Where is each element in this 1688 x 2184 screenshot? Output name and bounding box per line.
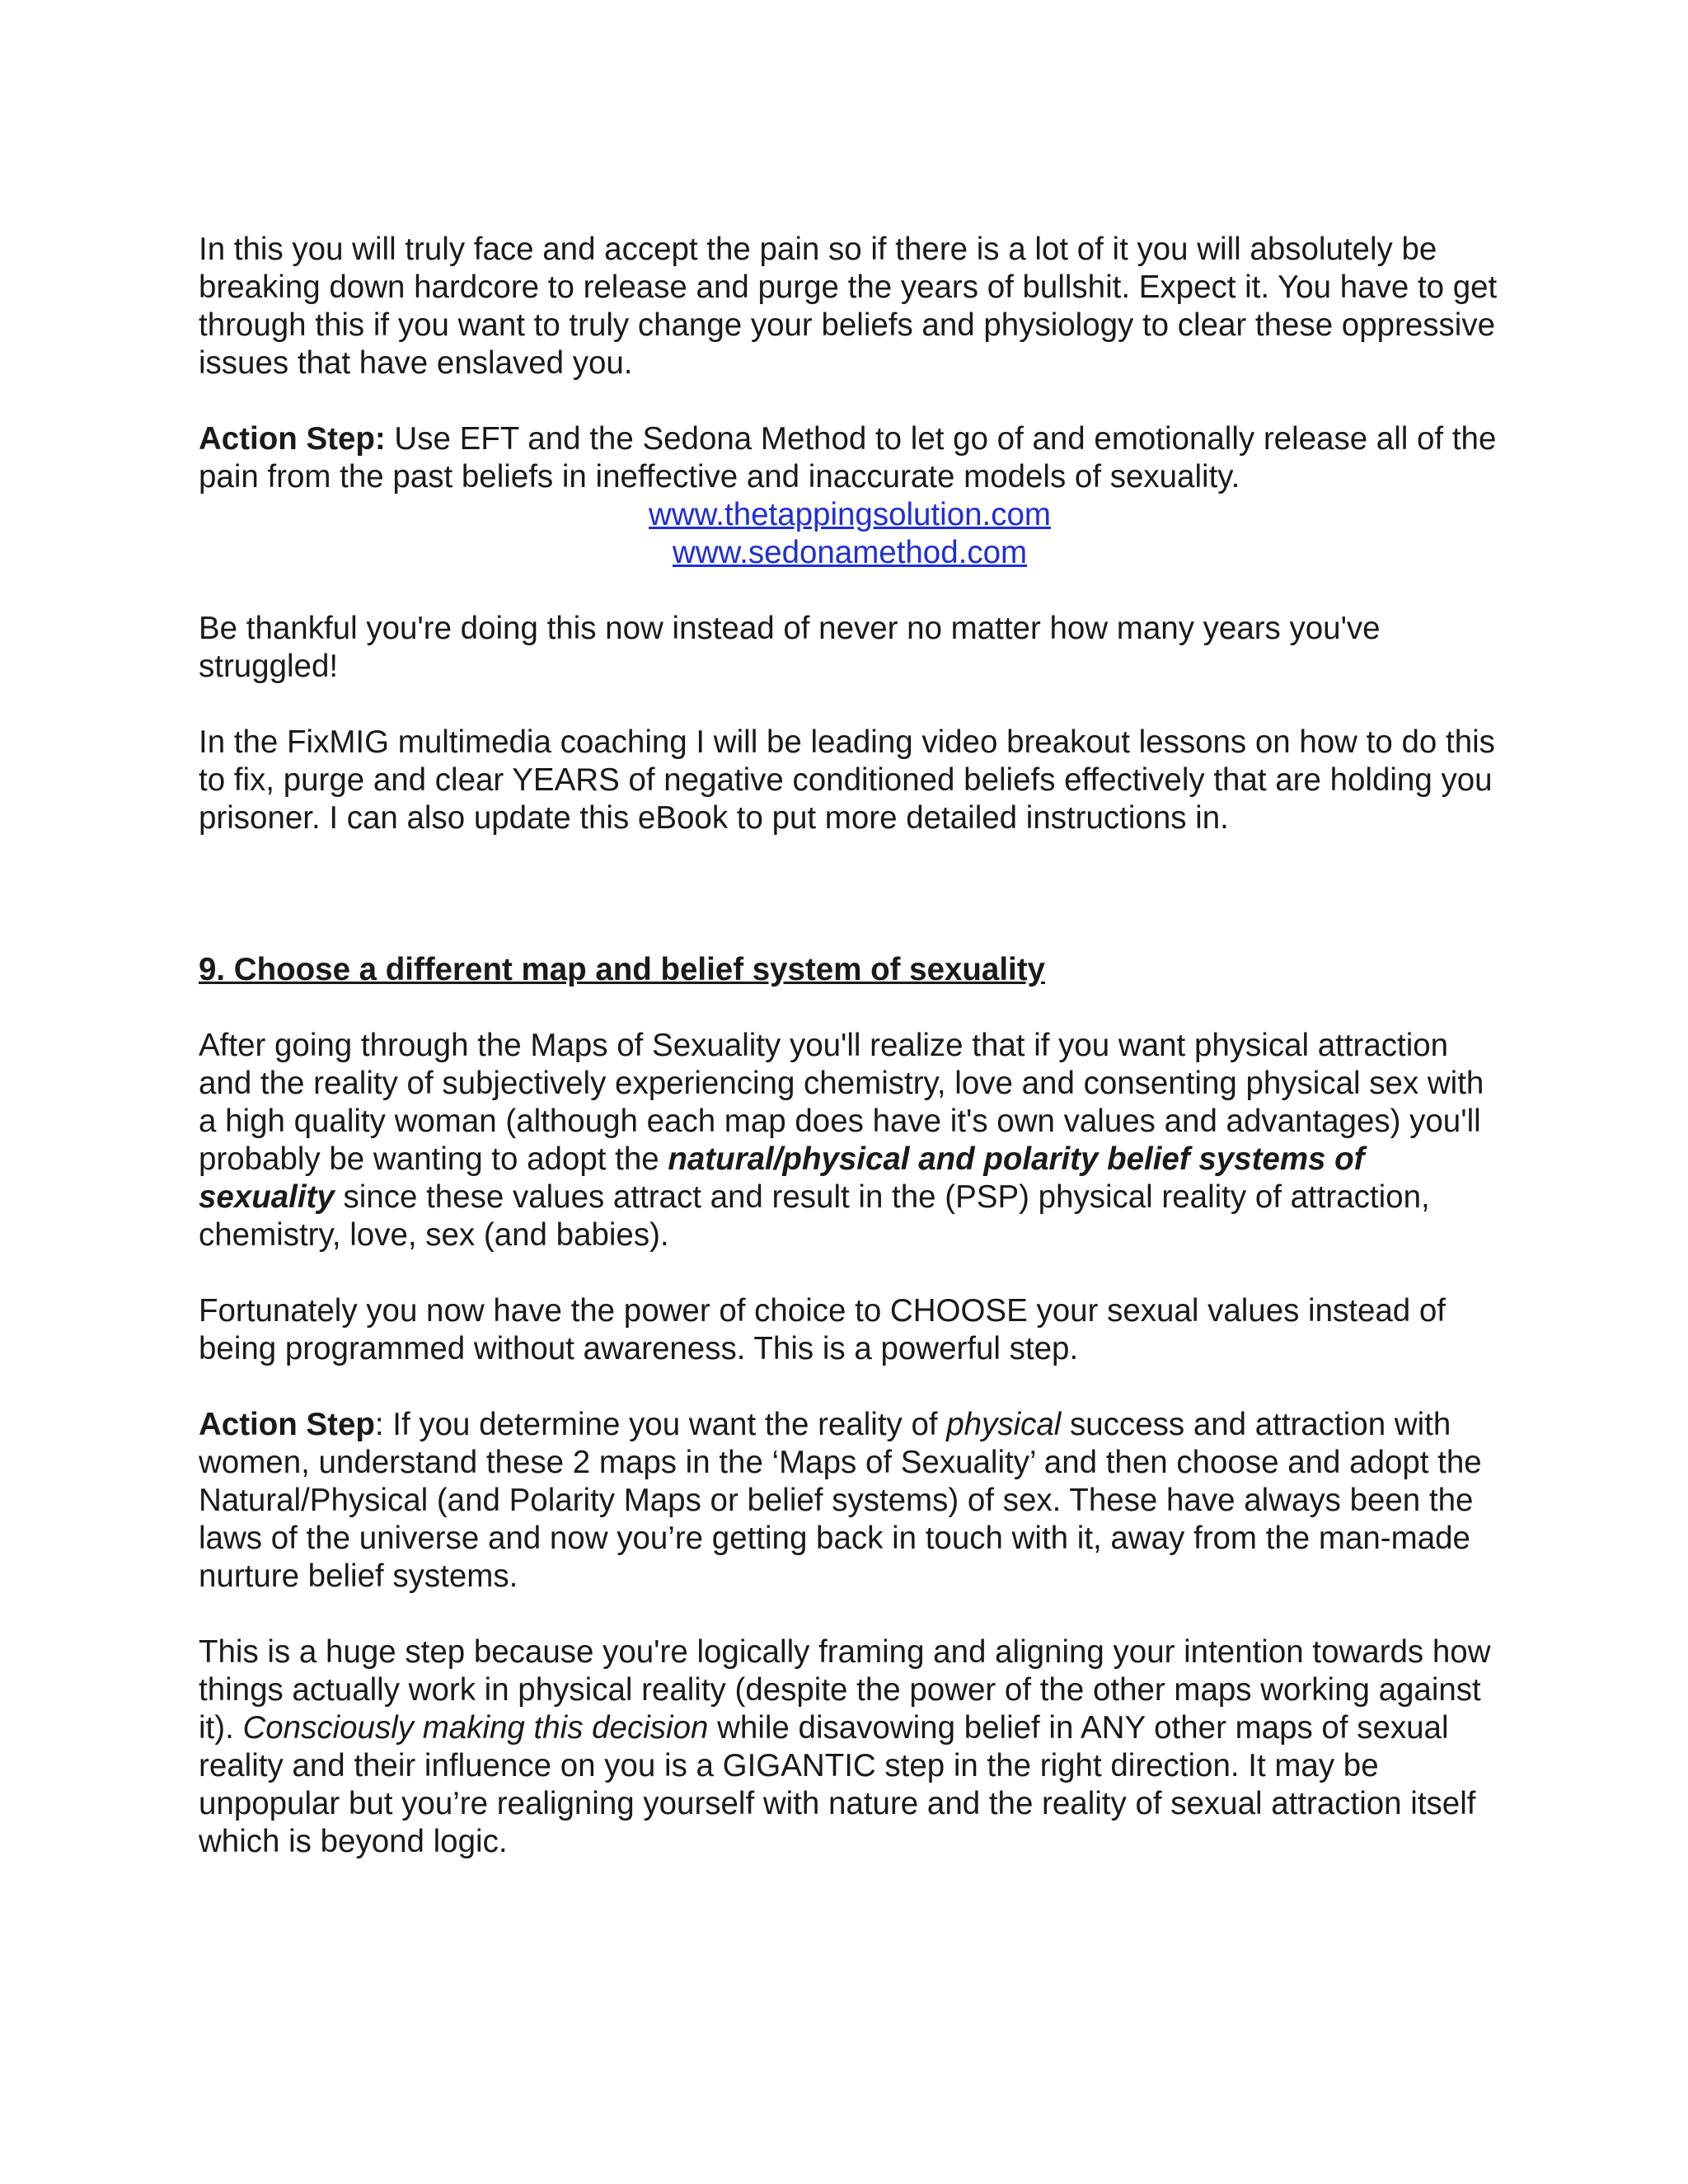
paragraph-maps-of-sexuality — [199, 1027, 1501, 1254]
huge-step-after: while disavowing belief in ANY other maps of sexual reality and their influence on you is a GIGANTIC step in the right direction. It may be unpopular but you’re realigning yourself with nature and the reality of sexual attraction itself which is beyond logic. — [199, 1710, 1476, 1859]
document-page — [199, 231, 1501, 1899]
action-step-label-2: Action Step — [199, 1407, 375, 1442]
link-sedona-method[interactable]: www.sedonamethod.com — [672, 535, 1028, 570]
action-step-text: Use EFT and the Sedona Method to let go of and emotionally release all of the pain from the past beliefs in ineffective and inaccurate models of sexuality. — [199, 421, 1497, 494]
resource-links — [199, 496, 1501, 572]
action-step-2-before: : If you determine you want the reality of — [374, 1407, 947, 1442]
paragraph-action-step-eft — [199, 420, 1501, 496]
paragraph-huge-step — [199, 1633, 1501, 1861]
maps-text-before: After going through the Maps of Sexuality you'll realize that if you want physical attraction and the reality of subjectively experiencing chemistry, love and consenting physical sex with a high quality woman (although each map does have it's own values and advantages) you'll probably be wanting to adopt the — [199, 1028, 1484, 1177]
paragraph-pain: In this you will truly face and accept the pain so if there is a lot of it you will absolutely be breaking down hardcore to release and purge the years of bullshit. Expect it. You have to get through this if you want to truly change your beliefs and physiology to clear these oppressive issues that have enslaved you. — [199, 232, 1498, 381]
link-tapping-solution[interactable]: www.thetappingsolution.com — [649, 497, 1051, 532]
paragraph-power-of-choice: Fortunately you now have the power of choice to CHOOSE your sexual values instead of being programmed without awareness. This is a powerful step. — [199, 1293, 1447, 1366]
action-step-label: Action Step: — [199, 421, 386, 457]
paragraph-action-step-maps — [199, 1406, 1501, 1596]
paragraph-thankful: Be thankful you're doing this now instead of never no matter how many years you've struggled! — [199, 611, 1381, 684]
section-heading: 9. Choose a different map and belief system of sexuality — [199, 952, 1045, 987]
maps-emphasis: natural/physical and polarity belief systems of sexuality — [199, 1141, 1365, 1215]
action-step-2-after: success and attraction with women, understand these 2 maps in the ‘Maps of Sexuality’ and then choose and adopt the Natural/Physical (and Polarity Maps or belief systems) of sex. These have always been the laws of the universe and now you’re getting back in touch with it, away from the man-made nurture belief systems. — [199, 1407, 1482, 1594]
huge-step-before: This is a huge step because you're logically framing and aligning your intention towards how things actually work in physical reality (despite the power of the other maps working against it). — [199, 1634, 1491, 1746]
paragraph-fixmig-coaching: In the FixMIG multimedia coaching I will be leading video breakout lessons on how to do this to fix, purge and clear YEARS of negative conditioned beliefs effectively that are holding you prisoner. I can also update this eBook to put more detailed instructions in. — [199, 724, 1495, 836]
huge-step-italic: Consciously making this decision — [242, 1710, 709, 1746]
maps-text-after: since these values attract and result in the (PSP) physical reality of attraction, chemistry, love, sex (and babies). — [199, 1179, 1430, 1253]
action-step-2-italic: physical — [946, 1407, 1062, 1442]
